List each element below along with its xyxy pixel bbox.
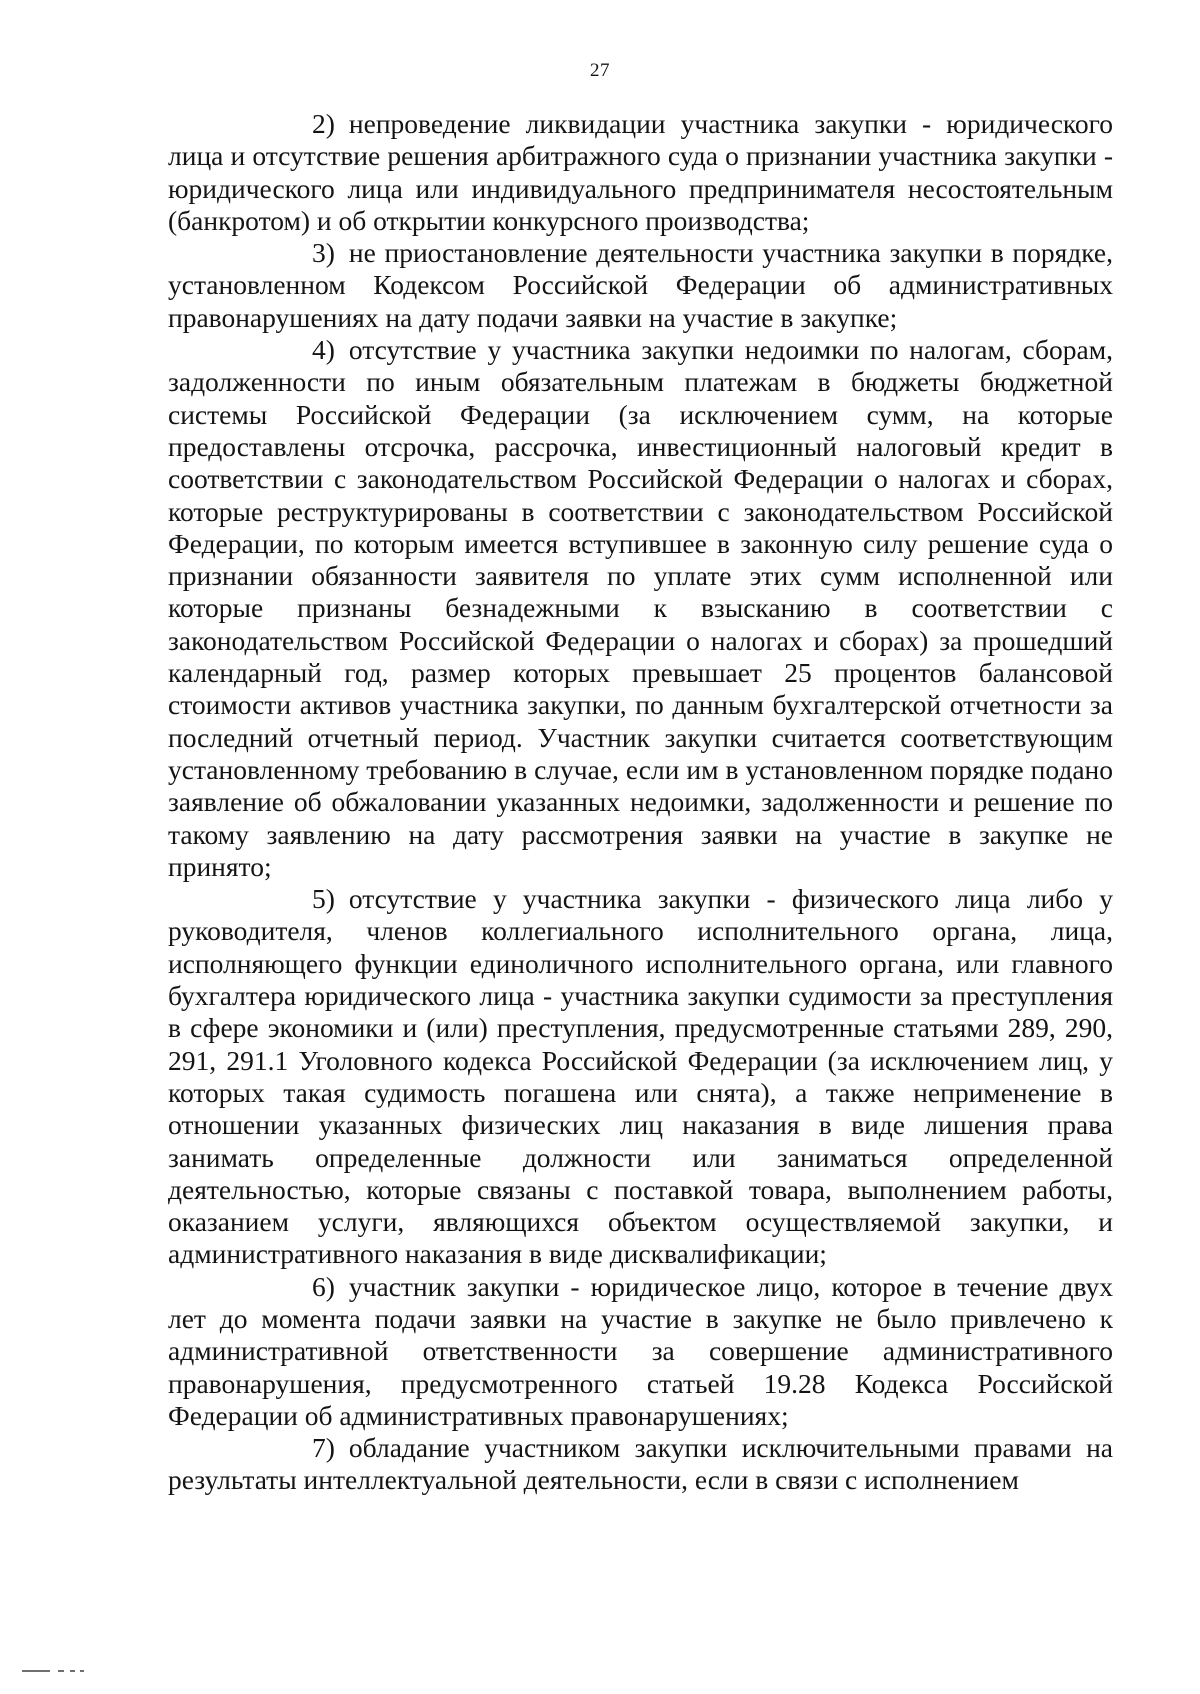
scan-artifact-mark [22, 1670, 84, 1673]
item-number: 4) [312, 334, 335, 366]
item-number: 3) [312, 237, 335, 269]
list-item-2 [168, 108, 1113, 237]
item-text: отсутствие у участника закупки - физического лица либо у руководителя, членов коллегиального исполнительного органа, лица, исполняющего функции единоличного исполнительного органа, или главного бухгалтера юридического лица - участника закупки судимости за преступления в сфере экономики и (или) преступления, предусмотренные статьями 289, 290, 291, 291.1 Уголовного кодекса Российской Федерации (за исключением лиц, у которых такая судимость погашена или снята), а также неприменение в отношении указанных физических лиц наказания в виде лишения права занимать определенные должности или заниматься определенной деятельностью, которые связаны с поставкой товара, выполнением работы, оказанием услуги, являющихся объектом осуществляемой закупки, и административного наказания в виде дисквалификации; [168, 883, 1113, 1270]
item-number: 5) [312, 883, 335, 915]
item-text: участник закупки - юридическое лицо, которое в течение двух лет до момента подачи заявки на участие в закупке не было привлечено к административной ответственности за совершение административного правонарушения, предусмотренного статьей 19.28 Кодекса Российской Федерации об административных правонарушениях; [168, 1270, 1113, 1431]
list-item-7 [168, 1432, 1113, 1497]
list-item-4 [168, 334, 1113, 883]
list-item-5 [168, 883, 1113, 1271]
item-number: 2) [312, 108, 335, 139]
item-text: непроведение ликвидации участника закупки - юридического лица и отсутствие решения арбитражного суда о признании участника закупки - юридического лица или индивидуального предпринимателя несостоятельным (банкротом) и об открытии конкурсного производства; [168, 108, 1113, 236]
list-item-6 [168, 1271, 1113, 1432]
item-number: 7) [312, 1432, 335, 1464]
item-text: отсутствие у участника закупки недоимки по налогам, сборам, задолженности по иным обязательным платежам в бюджеты бюджетной системы Российской Федерации (за исключением сумм, на которые предоставлены отсрочка, рассрочка, инвестиционный налоговый кредит в соответствии с законодательством Российской Федерации о налогах и сборах, которые реструктурированы в соответствии с законодательством Российской Федерации, по которым имеется вступившее в законную силу решение суда о признании обязанности заявителя по уплате этих сумм исполненной или которые признаны безнадежными к взысканию в соответствии с законодательством Российской Федерации о налогах и сборах) за прошедший календарный год, размер которых превышает 25 процентов балансовой стоимости активов участника закупки, по данным бухгалтерской отчетности за последний отчетный период. Участник закупки считается соответствующим установленному требованию в случае, если им в установленном порядке подано заявление об обжаловании указанных недоимки, задолженности и решение по такому заявлению на дату рассмотрения заявки на участие в закупке не принято; [168, 334, 1113, 882]
list-item-3 [168, 237, 1113, 334]
page-number: 27 [590, 60, 610, 81]
document-body [168, 108, 1113, 1497]
item-text: не приостановление деятельности участника закупки в порядке, установленном Кодексом Российской Федерации об административных правонарушениях на дату подачи заявки на участие в закупке; [168, 237, 1113, 333]
item-number: 6) [312, 1270, 335, 1302]
item-text: обладание участником закупки исключительными правами на результаты интеллектуальной деятельности, если в связи с исполнением [168, 1432, 1113, 1496]
